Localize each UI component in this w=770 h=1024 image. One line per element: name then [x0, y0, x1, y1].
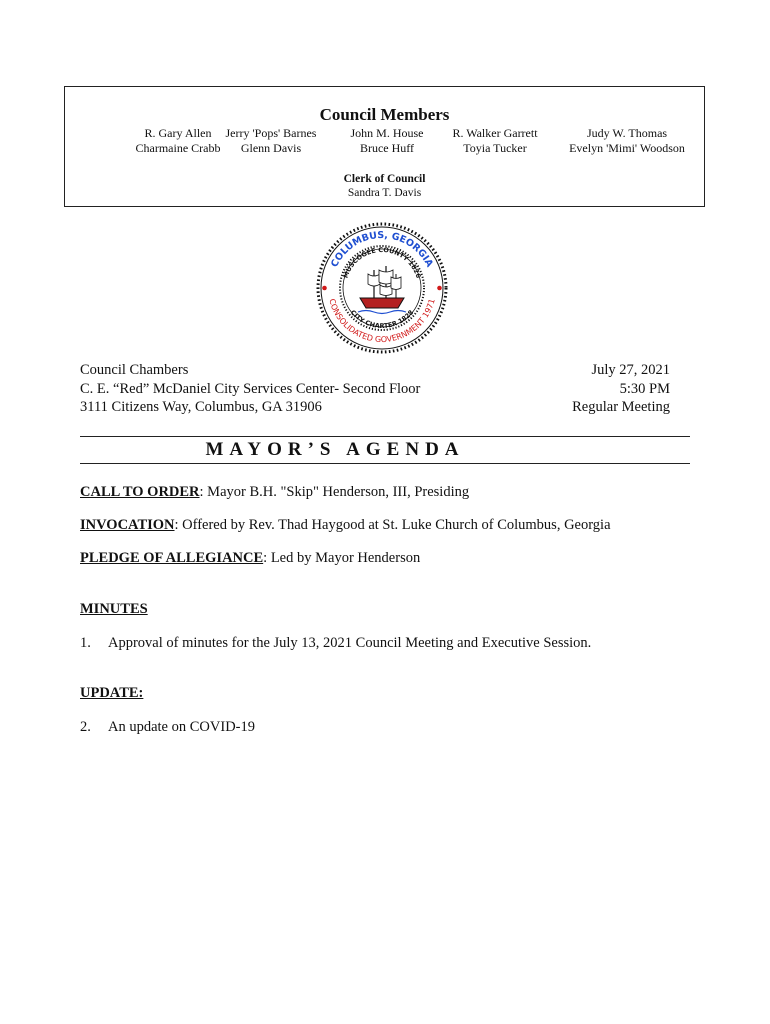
member-name: R. Walker Garrett — [452, 126, 538, 140]
member-name: R. Gary Allen — [144, 126, 212, 140]
seal-inner-bottom-text: CITY CHARTER 1828 — [348, 308, 416, 331]
member-name: John M. House — [350, 126, 424, 140]
member-name: Evelyn 'Mimi' Woodson — [569, 141, 685, 155]
item-text: Approval of minutes for the July 13, 2021 Council Meeting and Executive Session. — [108, 635, 592, 651]
seal-right-dot — [437, 286, 442, 291]
update-heading-line — [80, 685, 143, 702]
item-number: 2. — [80, 719, 91, 735]
item-text: An update on COVID-19 — [108, 719, 255, 735]
invocation-text: : Offered by Rev. Thad Haygood at St. Luke Church of Columbus, Georgia — [174, 517, 611, 533]
meeting-time: 5:30 PM — [619, 380, 670, 397]
agenda-item-1 — [80, 635, 591, 652]
pledge-line — [80, 550, 420, 567]
minutes-heading-line — [80, 601, 148, 618]
call-to-order-text: : Mayor B.H. "Skip" Henderson, III, Presiding — [199, 484, 470, 500]
update-heading: UPDATE: — [80, 685, 144, 701]
call-to-order-label: CALL TO ORDER — [80, 484, 200, 500]
seal-outer-top-text: COLUMBUS, GEORGIA — [329, 229, 435, 270]
invocation-label: INVOCATION — [80, 517, 175, 533]
call-to-order-line — [80, 484, 469, 501]
invocation-line — [80, 517, 611, 534]
member-name: Toyia Tucker — [463, 141, 527, 155]
member-name: Judy W. Thomas — [586, 126, 668, 140]
location-line-3: 3111 Citizens Way, Columbus, GA 31906 — [80, 399, 322, 415]
location-line-2: C. E. “Red” McDaniel City Services Center- Second Floor — [80, 380, 421, 397]
location-line-1: Council Chambers — [80, 362, 189, 378]
minutes-heading: MINUTES — [80, 601, 148, 617]
council-members-box — [64, 86, 705, 207]
item-number: 1. — [80, 635, 91, 651]
member-name: Bruce Huff — [359, 141, 415, 155]
seal-outer-bottom-text: CONSOLIDATED GOVERNMENT 1971 — [327, 297, 437, 345]
agenda-title: MAYOR’S AGENDA — [205, 439, 465, 460]
seal-inner-top-text: MUSCOGEE COUNTY 1826 — [341, 245, 423, 280]
member-column-2 — [206, 126, 336, 156]
clerk-of-council — [65, 172, 704, 200]
clerk-label: Clerk of Council — [343, 173, 426, 185]
pledge-label: PLEDGE OF ALLEGIANCE — [80, 550, 264, 566]
title-top-rule — [80, 436, 690, 437]
member-name: Glenn Davis — [240, 141, 302, 155]
columbus-seal-logo — [316, 222, 448, 354]
clerk-name: Sandra T. Davis — [347, 187, 422, 199]
seal-left-dot — [322, 286, 327, 291]
member-column-5 — [562, 126, 692, 156]
title-bottom-rule — [80, 463, 690, 464]
council-members-title: Council Members — [319, 105, 450, 124]
meeting-type: Regular Meeting — [572, 399, 670, 415]
meeting-date: July 27, 2021 — [591, 362, 670, 378]
meeting-details — [572, 361, 670, 417]
pledge-text: : Led by Mayor Henderson — [263, 550, 421, 566]
meeting-location — [80, 361, 420, 417]
member-column-4 — [430, 126, 560, 156]
member-name: Charmaine Crabb — [135, 141, 221, 155]
member-name: Jerry 'Pops' Barnes — [225, 126, 317, 140]
agenda-item-2 — [80, 719, 255, 736]
